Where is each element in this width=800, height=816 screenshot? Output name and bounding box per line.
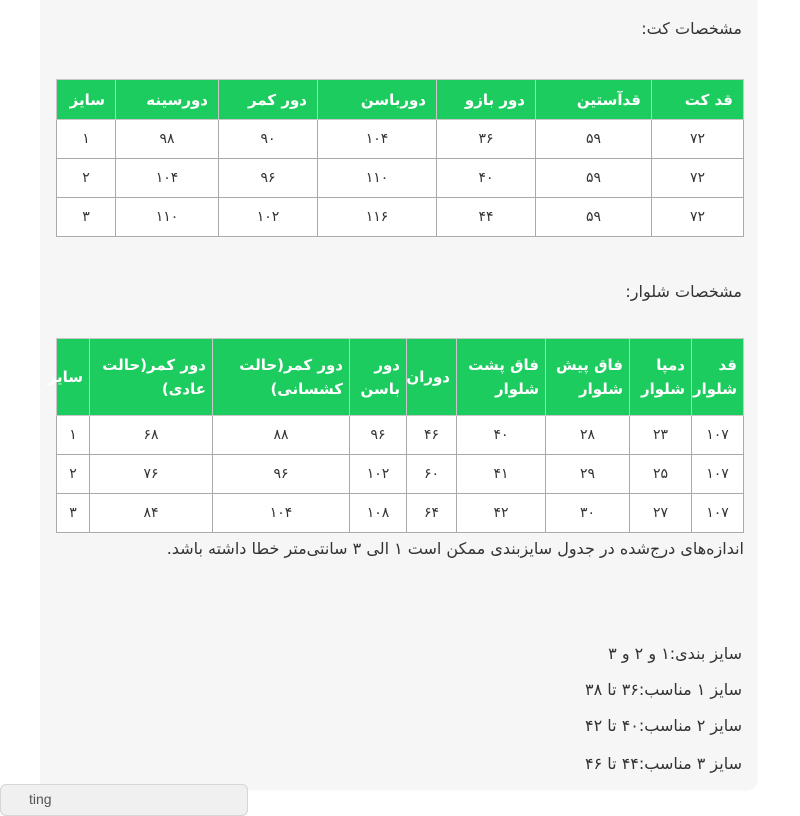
table-cell: ۱۰۸	[350, 494, 407, 533]
header-cell: سایز	[57, 80, 116, 120]
header-cell: دمپا شلوار	[630, 339, 692, 416]
table-cell: ۲۳	[630, 416, 692, 455]
table-row	[57, 494, 744, 533]
table-row	[57, 416, 744, 455]
table-row	[57, 159, 744, 198]
table-cell: ۶۸	[90, 416, 213, 455]
floating-tab-label: ting	[29, 791, 52, 807]
header-cell: دور باسن	[350, 339, 407, 416]
header-cell: فاق پیش شلوار	[546, 339, 630, 416]
table-cell: ۸۴	[90, 494, 213, 533]
table-cell: ۱۰۷	[692, 416, 744, 455]
table-cell: ۷۲	[652, 198, 744, 237]
table-cell: ۲۸	[546, 416, 630, 455]
table-cell: ۴۱	[457, 455, 546, 494]
table-cell: ۹۶	[213, 455, 350, 494]
table-cell: ۱۱۰	[116, 198, 219, 237]
sizing-tolerance-note: اندازه‌های درج‌شده در جدول سایزبندی ممکن است ۱ الی ۳ سانتی‌متر خطا داشته باشد.	[166, 539, 744, 558]
table-cell: ۲۹	[546, 455, 630, 494]
table-cell: ۶۴	[407, 494, 457, 533]
header-cell: دور کمر	[219, 80, 318, 120]
table-cell: ۱۰۴	[116, 159, 219, 198]
header-cell: سایز	[57, 339, 90, 416]
table-cell: ۱۰۷	[692, 455, 744, 494]
table-cell: ۸۸	[213, 416, 350, 455]
header-cell: فاق پشت شلوار	[457, 339, 546, 416]
header-cell: قد شلوار	[692, 339, 744, 416]
pants-size-table	[47, 338, 744, 533]
table-cell: ۴۰	[457, 416, 546, 455]
table-cell: ۱	[57, 416, 90, 455]
table-cell: ۳	[57, 494, 90, 533]
table-header-row	[57, 80, 744, 120]
table-cell: ۴۴	[437, 198, 536, 237]
table-cell: ۵۹	[536, 159, 652, 198]
size-range-line: سایز بندی:۱ و ۲ و ۳	[608, 644, 742, 663]
jacket-size-table	[56, 79, 744, 237]
table-cell: ۴۰	[437, 159, 536, 198]
table-cell: ۲	[57, 159, 116, 198]
table-cell: ۷۲	[652, 120, 744, 159]
table-cell: ۵۹	[536, 120, 652, 159]
table-cell: ۲۵	[630, 455, 692, 494]
table-cell: ۲	[57, 455, 90, 494]
table-row	[57, 455, 744, 494]
header-cell: دور کمر(حالت عادی)	[90, 339, 213, 416]
table-cell: ۳۶	[437, 120, 536, 159]
table-cell: ۱۰۷	[692, 494, 744, 533]
table-cell: ۴۲	[457, 494, 546, 533]
header-cell: قدآستین	[536, 80, 652, 120]
table-cell: ۹۶	[350, 416, 407, 455]
pants-specs-heading: مشخصات شلوار:	[625, 282, 742, 301]
table-header-row	[57, 339, 744, 416]
table-cell: ۹۰	[219, 120, 318, 159]
size-range-line: سایز ۳ مناسب:۴۴ تا ۴۶	[585, 754, 742, 773]
table-cell: ۱۰۲	[350, 455, 407, 494]
table-cell: ۶۰	[407, 455, 457, 494]
header-cell: دوران	[407, 339, 457, 416]
jacket-specs-heading: مشخصات کت:	[641, 19, 742, 38]
header-cell: دورباسن	[318, 80, 437, 120]
table-cell: ۷۲	[652, 159, 744, 198]
header-cell: قد کت	[652, 80, 744, 120]
table-cell: ۷۶	[90, 455, 213, 494]
table-cell: ۴۶	[407, 416, 457, 455]
table-row	[57, 120, 744, 159]
table-cell: ۳۰	[546, 494, 630, 533]
table-row	[57, 198, 744, 237]
size-range-line: سایز ۱ مناسب:۳۶ تا ۳۸	[585, 680, 742, 699]
header-cell: دور کمر(حالت کشسانی)	[213, 339, 350, 416]
table-cell: ۱۱۶	[318, 198, 437, 237]
table-cell: ۹۶	[219, 159, 318, 198]
table-cell: ۱۰۴	[213, 494, 350, 533]
table-cell: ۳	[57, 198, 116, 237]
table-cell: ۱۰۴	[318, 120, 437, 159]
size-range-line: سایز ۲ مناسب:۴۰ تا ۴۲	[585, 716, 742, 735]
header-cell: دورسینه	[116, 80, 219, 120]
table-cell: ۱	[57, 120, 116, 159]
table-cell: ۱۱۰	[318, 159, 437, 198]
table-cell: ۲۷	[630, 494, 692, 533]
header-cell: دور بازو	[437, 80, 536, 120]
table-cell: ۹۸	[116, 120, 219, 159]
floating-setting-tab[interactable]	[0, 784, 248, 816]
table-cell: ۵۹	[536, 198, 652, 237]
table-cell: ۱۰۲	[219, 198, 318, 237]
